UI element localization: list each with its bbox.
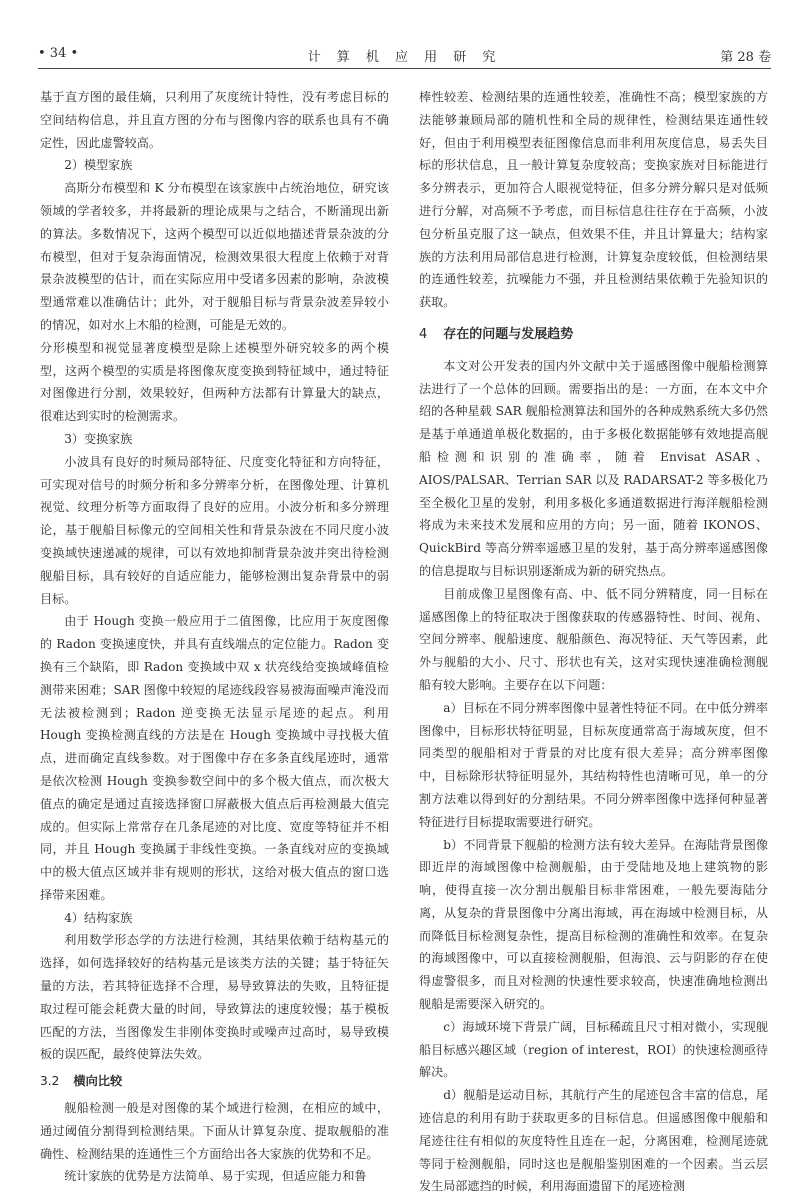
paragraph: 小波具有良好的时频局部特征、尺度变化特征和方向特征，可实现对信号的时频分析和多分辨率分析，在图像处理、计算机视觉、纹理分析等方面取得了良好的应用。小波分析和多分辨理论，基于舰船目标像元的空间相关性和背景杂波在不同尺度小波变换域快速递减的规律，可以有效地抑制背景杂波并突出待检测舰船目标，具有较好的自适应能力，能够检测出复杂背景中的弱目标。 [40,454,389,606]
subheading-transform-family: 3）变换家族 [64,431,133,446]
section-heading-3-2 [40,1070,389,1093]
paragraph: 高斯分布模型和 K 分布模型在该家族中占统治地位，研究该领域的学者较多，并将最新的理论成果与之结合，不断涌现出新的算法。多数情况下，这两个模型可以近似地描述背景杂波的分布模型，但对于复杂海面情况，检测效果很大程度上依赖于对背景杂波模型的估计，而在实际应用中受诸多因素的影响，杂波模型通常难以准确估计；此外，对于舰船目标与背景杂波差异较小的情况，如对水上木船的检测，可能是无效的。 [40,181,389,332]
subheading-structure-family: 4）结构家族 [64,910,133,925]
paragraph: 统计家族的优势是方法简单、易于实现，但适应能力和鲁 [64,1169,367,1184]
paragraph: 由于 Hough 变换一般应用于二值图像，比应用于灰度图像的 Radon 变换速度快，并具有直线端点的定位能力。Radon 变换有三个缺陷，即 Radon 变换域中双 x 状亮线给变换域峰值检测带来困难；SAR 图像中较短的尾迹线段容易被海面噪声淹没而无法被检测到；Radon 逆变换无法显示尾迹的起点。利用 Hough 变换检测直线的方法是在 Hough 变换域中寻找极大值点，进而确定直线参数。对于图像中存在多条直线尾迹时，通常是依次检测 Hough 变换参数空间中的多个极大值点，而次极大值点的确定是通过直接选择窗口屏蔽极大值点后再检测最大值完成的。但实际上常常存在几条尾迹的对比度、宽度等特征并不相同，并且 Hough 变换属于非线性变换。一条直线对应的变换域中的极大值点区域并非有规则的形状，这给对极大值点的窗口选择带来困难。 [40,614,389,902]
journal-title: 计 算 机 应 用 研 究 [307,50,502,65]
paragraph: 棒性较差、检测结果的连通性较差，准确性不高；模型家族的方法能够兼顾局部的随机性和全局的规律性，检测结果连通性较好，但由于利用模型表征图像信息而非利用灰度信息，易丢失目标的形状信息，且一般计算复杂度较高；变换家族对目标能进行多分辨表示，更加符合人眼视觉特征，但多分辨分解只是对低频进行分解，对高频不予考虑，而目标信息往往存在于高频，小波包分析虽克服了这一缺点，但效果不佳，并且计算量大；结构家族的方法利用局部信息进行检测，计算复杂度较低，但检测结果的连通性较差，抗噪能力不强，并且检测结果依赖于先验知识的获取。 [419,90,768,310]
paragraph: 本文对公开发表的国内外文献中关于遥感图像中舰船检测算法进行了一个总体的回顾。需要指出的是：一方面，在本文中介绍的各种星载 SAR 舰船检测算法和国外的各种成熟系统大多仍然是基于单通道单极化数据的，由于多极化数据能够有效地提高舰船检测和识别的准确率，随着 Envisat ASAR、AIOS/PALSAR、Terrian SAR 以及 RADARSAT-2 等多极化乃至全极化卫星的发射，利用多极化多通道数据进行海洋舰船检测将成为未来技术发展和应用的方向；另一面，随着 IKONOS、QuickBird 等高分辨率遥感卫星的发射，基于高分辨率遥感图像的信息提取与目标识别逐渐成为新的研究热点。 [419,358,768,578]
page-number: • 34 • [38,46,79,61]
running-header [38,42,771,69]
section-title: 存在的问题与发展趋势 [443,326,574,342]
paragraph: 利用数学形态学的方法进行检测，其结果依赖于结构基元的选择，如何选择较好的结构基元是该类方法的关键；基于特征矢量的方法，若其特征选择不合理，易导致算法的失败，且特征提取过程可能会耗费大量的时间，导致算法的速度较慢；基于模板匹配的方法，当图像发生非刚体变换时或噪声过高时，易导致模板的误匹配，最终使算法失效。 [40,933,389,1062]
right-column [419,86,768,1194]
subheading-model-family: 2）模型家族 [64,158,133,173]
paragraph: 基于直方图的最佳熵，只利用了灰度统计特性，没有考虑目标的空间结构信息，并且直方图的分布与图像内容的联系也具有不确定性，因此虚警较高。 [40,90,389,150]
section-heading-4 [419,324,768,347]
paragraph: 分形模型和视觉显著度模型是除上述模型外研究较多的两个模型，这两个模型的实质是将图像灰度变换到特征域中，通过特征对图像进行分割，效果较好，但两种方法都有计算量大的缺点，很难达到实时的检测需求。 [40,340,389,424]
section-number: 3.2 [40,1074,60,1089]
list-item-b: b）不同背景下舰船的检测方法有较大差异。在海陆背景图像即近岸的海域图像中检测舰船，由于受陆地及地上建筑物的影响，使得直接一次分割出舰船目标非常困难，一般先要海陆分离，从复杂的背景图像中分离出海域，再在海域中检测目标，从而降低目标检测复杂性，提高目标检测的准确性和效率。在复杂的海域图像中，可以直接检测舰船，但海浪、云与阴影的存在使得虚警很多，而且对检测的快速性要求较高，快速准确地检测出舰船是需要深入研究的。 [419,837,768,1012]
left-column [40,86,389,1186]
section-number: 4 [419,326,428,342]
list-item-d: d）舰船是运动目标，其航行产生的尾迹包含丰富的信息，尾迹信息的利用有助于获取更多的目标信息。但遥感图像中舰船和尾迹往往有相似的灰度特性且连在一起，分离困难，检测尾迹就等同于检测舰船，同时这也是舰船鉴别困难的一个因素。当云层发生局部遮挡的时候，利用海面遗留下的尾迹检测 [419,1088,768,1194]
paragraph: 目前成像卫星图像有高、中、低不同分辨精度，同一目标在遥感图像上的特征取决于图像获取的传感器特性、时间、视角、空间分辨率、舰船速度、舰船颜色、海况特征、天气等因素，此外与舰船的大小、尺寸、形状也有关，这对实现快速准确检测舰船有较大影响。主要存在以下问题： [419,586,768,692]
list-item-a: a）目标在不同分辨率图像中显著性特征不同。在中低分辨率图像中，目标形状特征明显，目标灰度通常高于海域灰度，但不同类型的舰船相对于背景的对比度有很大差异；高分辨率图像中，目标除形状特征明显外，其结构特性也清晰可见，单一的分割方法难以得到好的分割结果。不同分辨率图像中选择何种显著特征进行目标提取需要进行研究。 [419,700,768,829]
paragraph: 舰船检测一般是对图像的某个域进行检测，在相应的域中，通过阈值分割得到检测结果。下面从计算复杂度、提取舰船的准确性、检测结果的连通性三个方面给出各大家族的优势和不足。 [40,1101,389,1161]
list-item-c: c）海域环境下背景广阔，目标稀疏且尺寸相对微小，实现舰船目标感兴趣区域（region of interest，ROI）的快速检测亟待解决。 [419,1019,768,1080]
volume-label: 第 28 卷 [720,50,771,65]
section-title: 横向比较 [73,1074,123,1089]
